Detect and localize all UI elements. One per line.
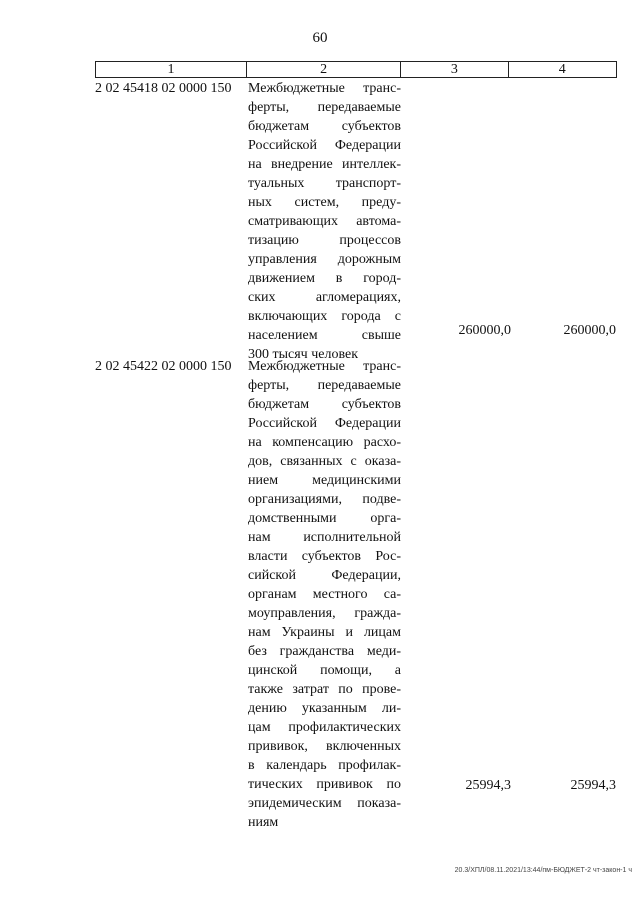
name-line: ферты, передаваемые [248, 100, 401, 115]
column-header-2: 2 [247, 62, 401, 78]
name-line: туальных транспорт- [248, 176, 401, 191]
name-line: моуправления, гражда- [248, 606, 401, 621]
name-line: без гражданства меди- [248, 644, 401, 659]
name-line: бюджетам субъектов [248, 119, 401, 134]
name-line: прививок, включенных [248, 739, 401, 754]
name-line: домственными орга- [248, 511, 401, 526]
page-number: 60 [312, 30, 328, 46]
name-line: дению указанным ли- [248, 701, 401, 716]
name-line: организациями, подве- [248, 492, 401, 507]
name-line: также затрат по прове- [248, 682, 401, 697]
name-line: цинской помощи, а [248, 663, 401, 678]
name-line: цам профилактических [248, 720, 401, 735]
row-name [248, 357, 401, 832]
name-line: Российской Федерации [248, 416, 401, 431]
name-line: дов, связанных с оказа- [248, 454, 401, 469]
row-value-col4: 260000,0 [563, 323, 616, 338]
column-header-1: 1 [96, 62, 247, 78]
name-line: Межбюджетные транс- [248, 359, 401, 374]
name-line: на внедрение интеллек- [248, 157, 401, 172]
row-name [248, 79, 401, 364]
name-line: нам исполнительной [248, 530, 401, 545]
row-value-col4: 25994,3 [570, 778, 616, 793]
name-line: на компенсацию расхо- [248, 435, 401, 450]
name-line: тизацию процессов [248, 233, 401, 248]
name-line: Российской Федерации [248, 138, 401, 153]
name-line: нам Украины и лицам [248, 625, 401, 640]
name-line: населением свыше [248, 328, 401, 343]
name-line: 300 тысяч человек [248, 347, 359, 362]
name-line: тических прививок по [248, 777, 401, 792]
name-line: Межбюджетные транс- [248, 81, 401, 96]
name-line: бюджетам субъектов [248, 397, 401, 412]
document-footer-stamp: 20.3/ХПЛ/08.11.2021/13:44/пм-БЮДЖЕТ-2 чт-закон-1 ч [454, 867, 632, 874]
name-line: ниям [248, 815, 279, 830]
name-line: в календарь профилак- [248, 758, 401, 773]
name-line: сийской Федерации, [248, 568, 401, 583]
column-header-4: 4 [508, 62, 616, 78]
row-value-col3: 260000,0 [458, 323, 511, 338]
name-line: движением в город- [248, 271, 401, 286]
column-header-3: 3 [401, 62, 508, 78]
name-line: управления дорожным [248, 252, 401, 267]
name-line: включающих города с [248, 309, 401, 324]
name-line: власти субъектов Рос- [248, 549, 401, 564]
name-line: органам местного са- [248, 587, 401, 602]
name-line: ных систем, преду- [248, 195, 401, 210]
name-line: ских агломерациях, [248, 290, 401, 305]
name-line: нием медицинскими [248, 473, 401, 488]
table-header [95, 61, 617, 78]
row-code: 2 02 45418 02 0000 150 [95, 81, 232, 96]
row-value-col3: 25994,3 [465, 778, 511, 793]
name-line: ферты, передаваемые [248, 378, 401, 393]
name-line: сматривающих автома- [248, 214, 401, 229]
name-line: эпидемическим показа- [248, 796, 401, 811]
row-code: 2 02 45422 02 0000 150 [95, 359, 232, 374]
